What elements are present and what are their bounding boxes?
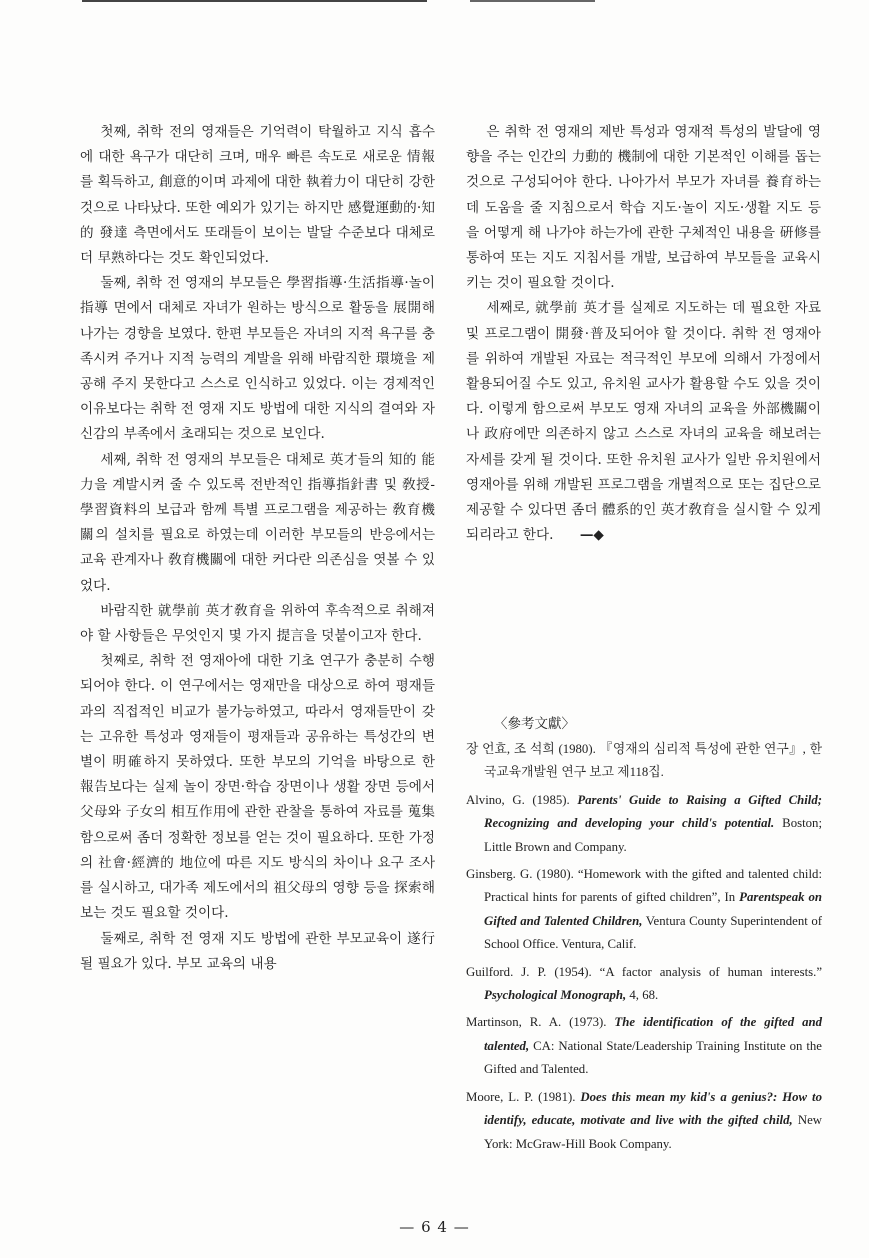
reference-entry [466, 863, 822, 957]
references-title: 〈參考文獻〉 [494, 716, 575, 731]
reference-text: Boston; Little Brown and Company. [484, 816, 822, 854]
left-column-paragraph: 첫째로, 취학 전 영재아에 대한 기초 연구가 충분히 수행되어야 한다. 이 연구에서는 영재만을 대상으로 하여 평재들과의 직접적인 비교가 불가능하였고, 따라서 영재들만이 갖는 고유한 특성과 영재들이 평재들과 공유하는 특성간의 변별이 明確하지 못하였다. 또한 부모의 기억을 바탕으로 한 報告보다는 실제 놀이 장면·학습 장면이나 생활 장면 등에서 父母와 子女의 相互作用에 관한 관찰을 통하여 자료를 蒐集함으로써 좀더 정확한 정보를 얻는 것이 필요하다. 또한 가정의 社會·經濟的 地位에 따른 지도 방식의 차이나 요구 조사를 실시하고, 대가족 제도에서의 祖父母의 영향 등을 探索해 보는 것도 필요할 것이다. [80, 653, 435, 922]
left-column-paragraph: 둘째로, 취학 전 영재 지도 방법에 관한 부모교육이 遂行될 필요가 있다. 부모 교육의 내용 [80, 930, 435, 972]
reference-entry [466, 1011, 822, 1081]
end-of-article-mark: —◆ [579, 527, 604, 544]
reference-entry [466, 1086, 822, 1156]
reference-text: Alvino, G. (1985). [466, 792, 578, 807]
reference-text: Martinson, R. A. (1973). [466, 1015, 615, 1030]
left-column [80, 120, 435, 977]
reference-entry [466, 961, 822, 1008]
right-column-paragraph: 세째로, 就學前 英才를 실제로 지도하는 데 필요한 자료 및 프로그램이 開發·普及되어야 할 것이다. 취학 전 영재아를 위하여 개발된 자료는 적극적인 부모에 의해서 가정에서 활용되어질 수도 있고, 유치원 교사가 활용할 수도 있을 것이다. 이렇게 함으로써 부모도 영재 자녀의 교육을 外部機關이나 政府에만 의존하지 않고 스스로 자녀의 교육을 해보려는 자세를 갖게 될 것이다. 또한 유치원 교사가 일반 유치원에서 영재아를 위해 개발된 프로그램을 개별적으로 또는 집단으로 제공할 수 있다면 좀더 體系的인 英才敎育을 실시할 수 있게 되리라고 한다. —◆ [466, 296, 821, 548]
reference-text: 장 언효, 조 석희 (1980). 『영재의 심리적 특성에 관한 연구』, 한국교육개발원 연구 보고 제118집. [466, 742, 822, 780]
left-column-paragraph: 세째, 취학 전 영재의 부모들은 대체로 英才들의 知的 能力을 계발시켜 줄 수 있도록 전반적인 指導指針書 및 敎授-學習資料의 보급과 함께 특별 프로그램을 제공하는 敎育機關의 설치를 필요로 하였는데 이러한 부모들의 반응에서는 교육 관계자나 敎育機關에 대한 커다란 의존심을 엿볼 수 있었다. [80, 451, 435, 594]
reference-title: The identification of the gifted and talented, [484, 1015, 822, 1053]
reference-title: Parents' Guide to Raising a Gifted Child; Recognizing and developing your child's potential. [484, 792, 822, 831]
references-section [466, 712, 822, 1160]
reference-text: CA: National State/Leadership Training Institute on the Gifted and Talented. [484, 1038, 822, 1077]
left-column-paragraph: 둘째, 취학 전 영재의 부모들은 學習指導·生活指導·놀이指導 면에서 대체로 자녀가 원하는 방식으로 활동을 展開해 나가는 경향을 보였다. 한편 부모들은 자녀의 지적 욕구를 충족시켜 주거나 지적 능력의 계발을 위해 바람직한 環境을 제공해 주지 못한다고 스스로 인식하고 있었다. 이는 경제적인 이유보다는 취학 전 영재 지도 방법에 대한 지식의 결여와 자신감의 부족에서 초래되는 것으로 보인다. [80, 275, 435, 443]
reference-text: Moore, L. P. (1981). [466, 1089, 581, 1104]
reference-title: Does this mean my kid's a genius?: How to identify, educate, motivate and live with the gifted child, [484, 1089, 822, 1128]
reference-text: 4, 68. [626, 988, 659, 1003]
reference-text: Ventura County Superintendent of School Office. Ventura, Calif. [484, 913, 822, 952]
references-list [466, 738, 822, 1156]
right-column [466, 120, 821, 548]
reference-entry [466, 789, 822, 859]
reference-title: Psychological Monograph, [484, 988, 627, 1003]
reference-title: Parentspeak on Gifted and Talented Children, [484, 890, 822, 928]
right-column-paragraph: 은 취학 전 영재의 제반 특성과 영재적 특성의 발달에 영향을 주는 인간의 力動的 機制에 대한 기본적인 이해를 돕는 것으로 구성되어야 한다. 나아가서 부모가 자녀를 養育하는 데 도움을 줄 지침으로서 학습 지도·놀이 지도·생활 지도 등을 어떻게 해 나가야 하는가에 관한 구체적인 내용을 硏修를 통하여 또는 지도 지침서를 개발, 보급하여 부모들을 교육시키는 것이 필요할 것이다. [466, 124, 821, 292]
reference-text: New York: McGraw-Hill Book Company. [484, 1113, 822, 1151]
left-column-paragraph: 첫째, 취학 전의 영재들은 기억력이 탁월하고 지식 흡수에 대한 욕구가 대단히 크며, 매우 빠른 속도로 새로운 情報를 획득하고, 創意的이며 과제에 대한 執着力이 대단히 강한 것으로 나타났다. 또한 예외가 있기는 하지만 感覺運動的·知的 發達 측면에서도 또래들이 보이는 발달 수준보다 대체로 더 早熟하다는 것도 확인되었다. [80, 124, 435, 267]
reference-text: Guilford. J. P. (1954). “A factor analysis of human interests.” [466, 964, 822, 979]
header-rule [82, 0, 427, 2]
header-rule-right [470, 0, 595, 2]
page-number: — 6 4 — [399, 1218, 470, 1236]
left-column-paragraph: 바람직한 就學前 英才敎育을 위하여 후속적으로 취해져야 할 사항들은 무엇인지 몇 가지 提言을 덧붙이고자 한다. [80, 602, 435, 645]
reference-entry [466, 738, 822, 785]
reference-text: Ginsberg. G. (1980). “Homework with the gifted and talented child: Practical hints for parents of gifted children”, In [466, 867, 822, 905]
